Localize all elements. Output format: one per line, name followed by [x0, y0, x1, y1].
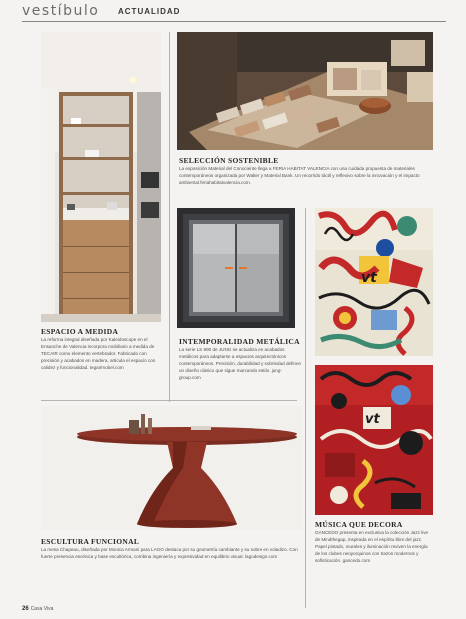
article-title-musica: MÚSICA QUE DECORA: [315, 520, 403, 529]
metallic-switch-photo: [177, 208, 295, 328]
article-title-espacio: ESPACIO A MEDIDA: [41, 327, 119, 336]
magazine-section-brand: vestíbulo: [22, 3, 100, 19]
pedestal-table-photo: [41, 406, 303, 530]
magazine-name: Casa Viva: [30, 606, 54, 612]
svg-text:vt: vt: [365, 412, 380, 427]
kitchen-cabinet-photo: [41, 32, 161, 322]
article-body-espacio: La reforma integral diseñada por Kaleidoscope en el Ensanche de Valencia incorpora mobiliario a medida de TECAIR como elemento vertebrador. Fabricado con precisión y acabados en madera, articula el espacio con calidez y funcionalidad. tegairmobel.com: [41, 337, 156, 370]
page-number: 26: [22, 606, 29, 612]
article-body-musica: GANCEDO presenta en exclusiva la colección Jazz live de Mindthegap, inspirada en el espíritu libre del jazz. Papel pintado, murales y iluminación reviven la energía de los clubes neoyorquinos con trazos modernos y sofisticación. gancedo.com: [315, 530, 429, 563]
jazz-wallpaper-photo-1: [315, 208, 433, 356]
material-samples-photo: [177, 32, 433, 150]
jazz-wallpaper-photo-2: [315, 365, 433, 515]
article-body-escultura: La mesa Chapeau, diseñada por Monica Armani para LAGO destaca por su geometría cambiante y su sobre en voladizo. Con fuerte presencia escénica y base escultórica, combina ingeniería y expresividad en equilibrio visual. lagodesign.com: [41, 547, 298, 559]
column-divider: [305, 208, 306, 608]
article-body-seleccion: La exposición Material del Conociente llega a FERIA HABITAT VALENCIA con una cuidada propuesta de materiales contemporáneos organizada por Walter y Material Bank. Un recorrido táctil y reflexivo sobre la innovación y el impacto ambiental.feriahabitatvalencia.com.: [179, 166, 420, 185]
article-body-intemporalidad: La serie LS 990 de JUNG se actualiza en acabados metálicos para adaptarse a espacios arquitectónicos contemporáneos. Precisión, durabilidad y sobriedad definen un diseño clásico que sigue marcando estilo. jung-group.com: [179, 347, 302, 380]
svg-text:vt: vt: [361, 270, 377, 286]
section-title: ACTUALIDAD: [118, 7, 181, 16]
article-title-escultura: ESCULTURA FUNCIONAL: [41, 537, 140, 546]
article-title-intemporalidad: INTEMPORALIDAD METÁLICA: [179, 337, 300, 346]
article-title-seleccion: SELECCIÓN SOSTENIBLE: [179, 156, 279, 165]
column-divider: [169, 32, 170, 402]
header-rule: [22, 21, 446, 22]
section-divider: [41, 400, 297, 401]
page-folio: [22, 606, 53, 612]
